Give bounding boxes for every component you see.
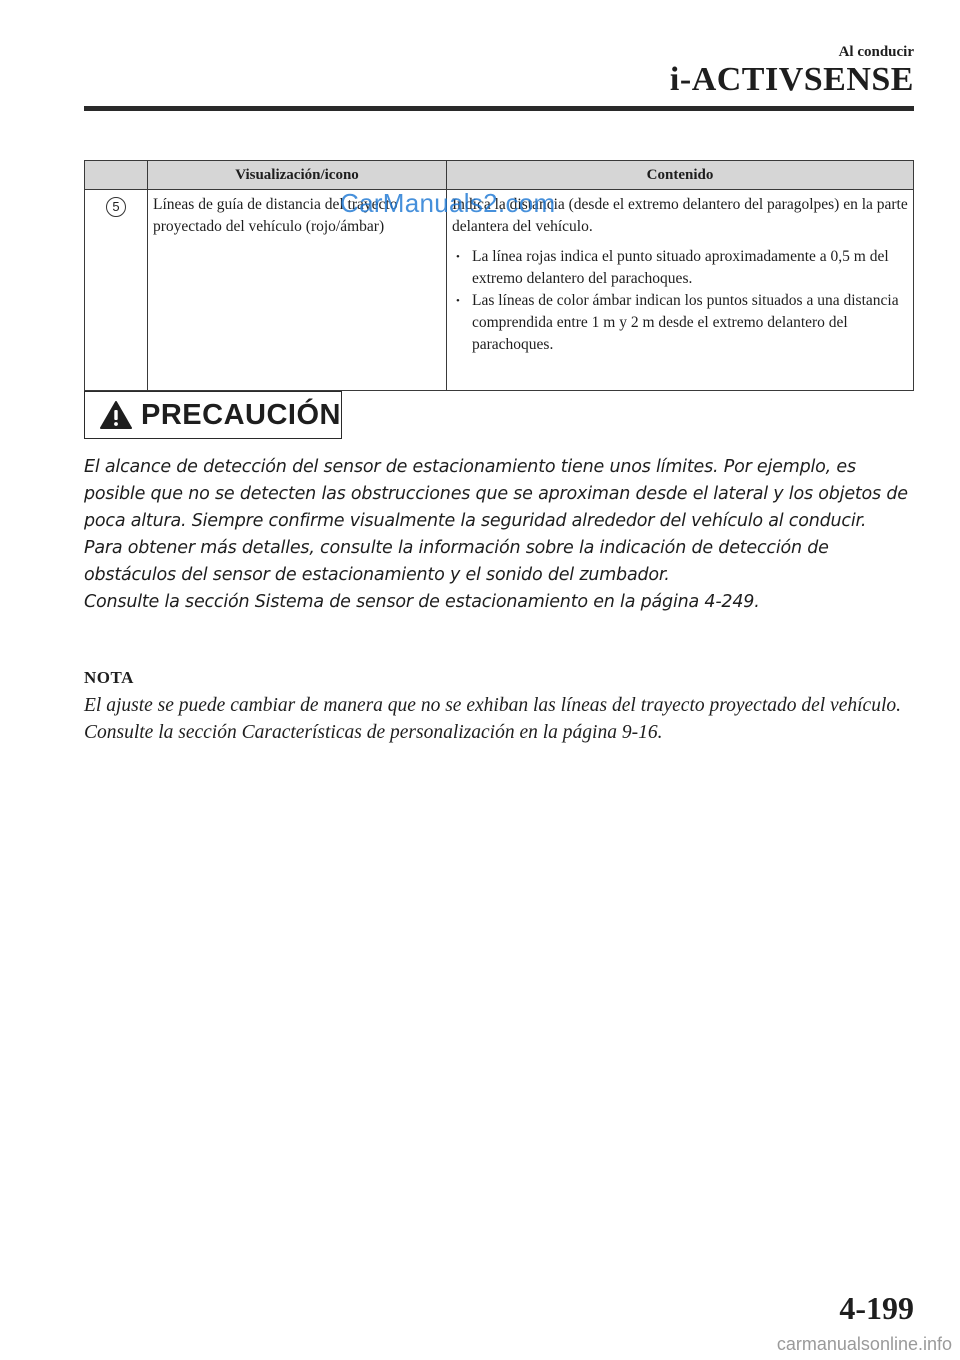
- section-title: Al conducir: [838, 44, 914, 60]
- note-body: [84, 692, 914, 746]
- footer-watermark: carmanualsonline.info: [776, 1334, 952, 1354]
- list-item: • La línea rojas indica el punto situado aproximadamente a 0,5 m del extremo delantero del parachoques.: [472, 246, 908, 290]
- content-text: Indica la distancia (desde el extremo delantero del paragolpes) en la parte delantera del vehículo.: [452, 196, 908, 235]
- row-display-cell: Líneas de guía de distancia del trayecto proyectado del vehículo (rojo/ámbar): [148, 190, 447, 391]
- caution-label: PRECAUCIÓN: [141, 398, 341, 431]
- watermark-text: CarManuals2.com: [340, 188, 556, 218]
- header-cell-blank: [85, 161, 148, 190]
- caution-banner: [84, 391, 342, 439]
- header-divider: [84, 106, 914, 111]
- note-paragraph: Consulte la sección Características de personalización en la página 9-16.: [84, 722, 663, 743]
- circled-number: 5: [106, 197, 126, 217]
- header-cell-display: Visualización/icono: [148, 161, 447, 190]
- row-content-cell: [447, 190, 914, 391]
- header-cell-content: Contenido: [447, 161, 914, 190]
- table-row: [85, 190, 914, 391]
- row-number-cell: [85, 190, 148, 391]
- caution-body: [84, 454, 914, 616]
- page-number: 4-199: [839, 1290, 914, 1326]
- note-paragraph: El ajuste se puede cambiar de manera que no se exhiban las líneas del trayecto proyectado del vehículo.: [84, 695, 901, 716]
- caution-paragraph: El alcance de detección del sensor de estacionamiento tiene unos límites. Por ejemplo, es posible que no se detecten las obstrucciones que se aproximan desde el lateral y los objetos de poca altura. Siempre confirme visualmente la seguridad alrededor del vehículo al conducir.: [84, 457, 908, 531]
- chapter-title: i-ACTIVSENSE: [669, 61, 914, 98]
- list-item: • Las líneas de color ámbar indican los puntos situados a una distancia comprendida entre 1 m y 2 m desde el extremo delantero del parachoques.: [472, 290, 908, 356]
- caution-paragraph: Consulte la sección Sistema de sensor de estacionamiento en la página 4-249.: [84, 592, 760, 612]
- bullet-list: [452, 246, 908, 356]
- table-header-row: [85, 161, 914, 190]
- caution-paragraph: Para obtener más detalles, consulte la información sobre la indicación de detección de obstáculos del sensor de estacionamiento y el sonido del zumbador.: [84, 538, 829, 585]
- note-title: NOTA: [84, 668, 134, 687]
- warning-triangle-icon: [99, 400, 133, 430]
